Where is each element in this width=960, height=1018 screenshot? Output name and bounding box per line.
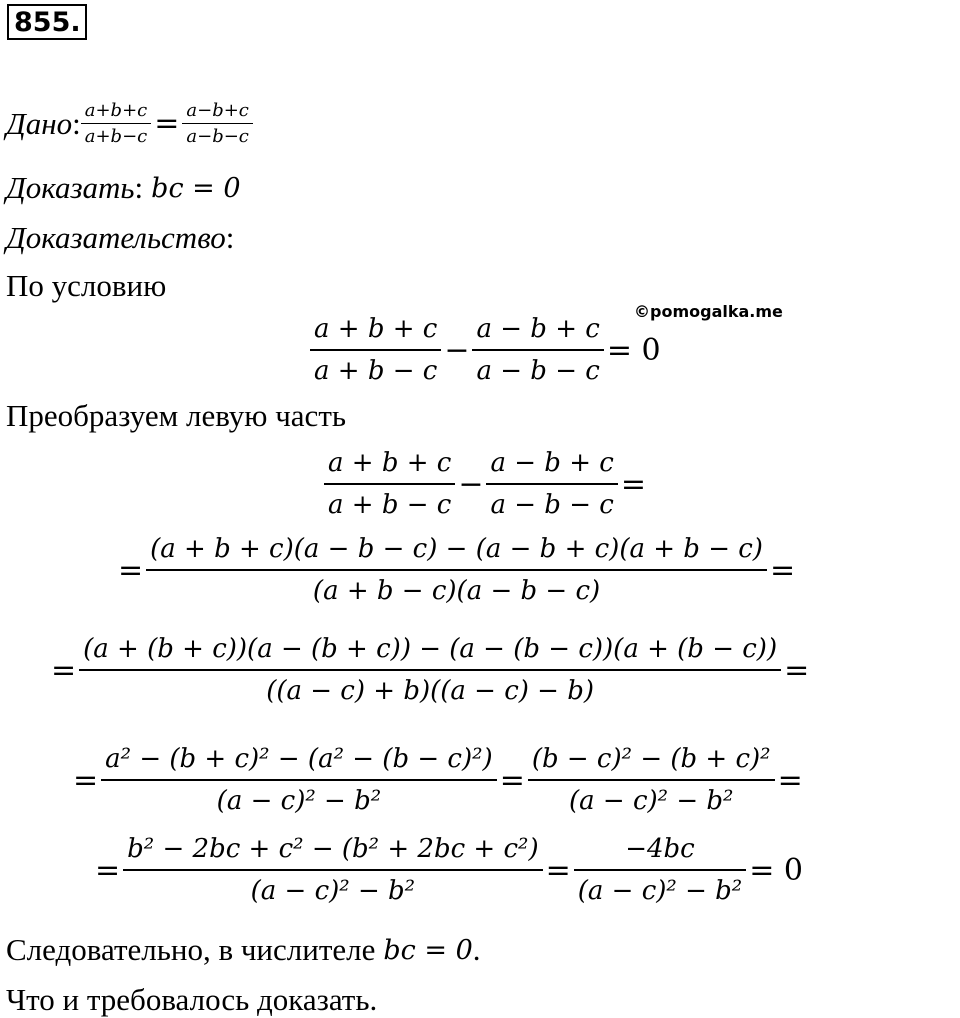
step4-lead: =: [73, 762, 99, 798]
step1-tail: =: [620, 466, 646, 502]
transform-text: Преобразуем левую часть: [6, 398, 347, 433]
step-3: [48, 634, 812, 706]
step5-f2-denominator: (a − c)² − b²: [577, 876, 743, 906]
step5-fraction-2: [574, 834, 746, 906]
watermark: ©pomogalka.me: [634, 302, 783, 321]
step5-f1-denominator: (a − c)² − b²: [250, 876, 416, 906]
step1-f1-denominator: a + b − c: [328, 490, 452, 520]
step-5: [92, 834, 806, 906]
given-rhs-numerator: a−b+c: [182, 100, 253, 124]
condition-f1-numerator: a + b + c: [310, 314, 441, 351]
condition-rhs: = 0: [606, 332, 661, 368]
given-line: [6, 100, 253, 147]
step4-f2-denominator: (a − c)² − b²: [568, 786, 734, 816]
step2-tail: =: [769, 552, 796, 588]
given-equals: =: [154, 106, 180, 141]
conclusion-text: Следовательно, в числителе: [6, 932, 376, 967]
step-4: [70, 744, 806, 816]
proof-colon: :: [225, 220, 235, 255]
step3-fraction: [79, 634, 781, 706]
proof-heading: [6, 220, 234, 256]
condition-minus: −: [444, 332, 470, 368]
step3-numerator: (a + (b + c))(a − (b + c)) − (a − (b − c))(a + (b − c)): [79, 634, 781, 671]
step-2: [115, 534, 798, 606]
condition-f2-denominator: a − b − c: [476, 356, 600, 386]
given-lhs-fraction: [81, 100, 152, 147]
step1-minus: −: [458, 466, 484, 502]
conclusion-line: [6, 932, 481, 968]
step5-f1-numerator: b² − 2bc + c² − (b² + 2bc + c²): [123, 834, 542, 871]
step3-tail: =: [784, 652, 810, 688]
condition-f2-numerator: a − b + c: [472, 314, 603, 351]
step3-lead: =: [51, 652, 77, 688]
given-label: Дано: [6, 105, 73, 141]
condition-fraction-1: [310, 314, 441, 386]
step1-fraction-1: [324, 448, 455, 520]
given-rhs-denominator: a−b−c: [186, 126, 249, 147]
step1-f2-numerator: a − b + c: [486, 448, 617, 485]
condition-fraction-2: [472, 314, 603, 386]
step4-f2-numerator: (b − c)² − (b + c)²: [528, 744, 775, 781]
step4-mid: =: [499, 762, 525, 798]
given-colon: :: [72, 105, 81, 141]
step2-fraction: [146, 534, 767, 606]
step2-numerator: (a + b + c)(a − b − c) − (a − b + c)(a + b − c): [146, 534, 767, 571]
prove-colon: :: [134, 170, 144, 205]
step4-tail: =: [777, 762, 803, 798]
step4-f1-numerator: a² − (b + c)² − (a² − (b − c)²): [101, 744, 497, 781]
step4-fraction-1: [101, 744, 497, 816]
problem-number: 855.: [7, 4, 87, 40]
by-condition-text: По условию: [6, 268, 167, 303]
prove-label: Доказать: [6, 170, 135, 205]
step5-fraction-1: [123, 834, 542, 906]
step5-lead: =: [95, 852, 121, 888]
step1-f1-numerator: a + b + c: [324, 448, 455, 485]
conclusion-period: .: [472, 932, 481, 967]
prove-expression: bc = 0: [151, 172, 241, 204]
condition-f1-denominator: a + b − c: [314, 356, 438, 386]
given-rhs-fraction: [182, 100, 253, 147]
final-text: Что и требовалось доказать.: [6, 982, 378, 1017]
step2-lead: =: [118, 552, 144, 588]
proof-label: Доказательство: [6, 220, 226, 255]
given-lhs-numerator: a+b+c: [81, 100, 152, 124]
conclusion-expression: bc = 0: [383, 934, 473, 966]
step4-fraction-2: [528, 744, 775, 816]
step1-f2-denominator: a − b − c: [490, 490, 614, 520]
step5-tail: = 0: [749, 852, 803, 888]
step1-fraction-2: [486, 448, 617, 520]
step-1: [324, 448, 649, 520]
given-lhs-denominator: a+b−c: [84, 126, 148, 147]
step5-mid: =: [545, 852, 571, 888]
step4-f1-denominator: (a − c)² − b²: [216, 786, 382, 816]
prove-line: [6, 170, 241, 206]
step2-denominator: (a + b − c)(a − b − c): [312, 576, 601, 606]
condition-equation: [310, 314, 664, 386]
step5-f2-numerator: −4bc: [574, 834, 746, 871]
step3-denominator: ((a − c) + b)((a − c) − b): [266, 676, 595, 706]
